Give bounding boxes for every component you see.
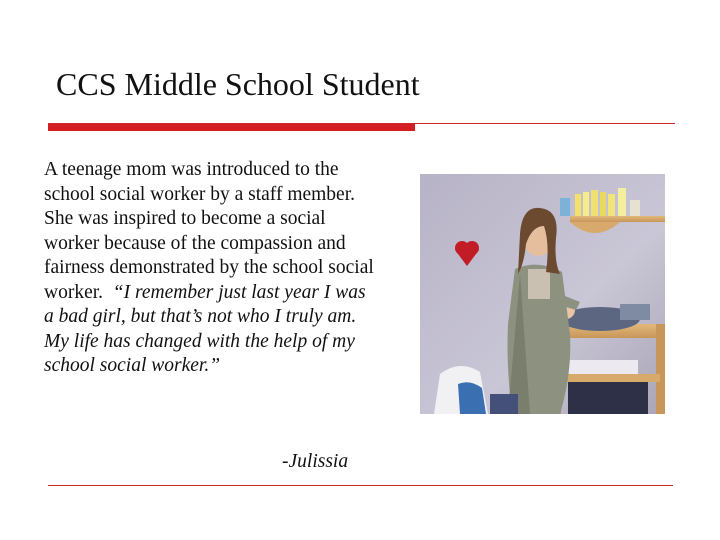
quote-author: -Julissia (282, 451, 349, 472)
slide-title: CCS Middle School Student (56, 66, 420, 102)
bottom-divider (48, 485, 673, 486)
story-body: A teenage mom was introduced to the school social worker by a staff member. She was inspired to become a social worker because of the compassion and fairness demonstrated by the school social worker. (44, 159, 374, 303)
title-divider-accent (48, 124, 415, 131)
student-quote: “I remember just last year I was a bad girl, but that’s not who I truly am. My life has changed with the help of my school social worker.” (44, 281, 366, 376)
student-photo (420, 174, 665, 414)
story-text (44, 158, 374, 379)
